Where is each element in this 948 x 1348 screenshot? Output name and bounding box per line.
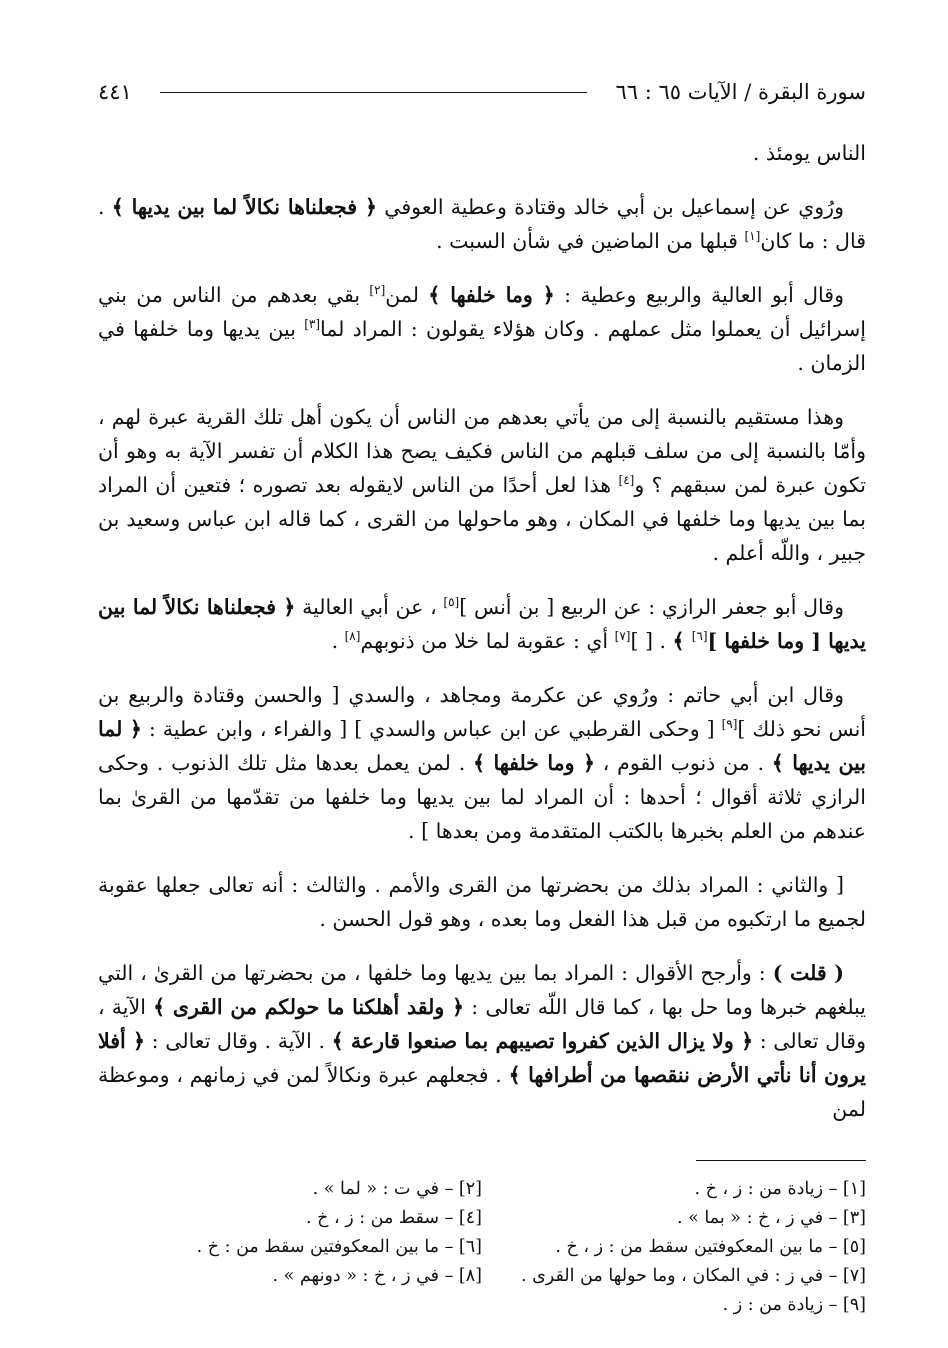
quran-quote: ﴾ bbox=[672, 629, 692, 653]
text-run: أي : عقوبة لما خلا من ذنوبهم bbox=[360, 629, 615, 653]
footnote: [٤] – سقط من : ز ، خ . bbox=[306, 1208, 482, 1228]
quran-quote: ﴿ وما خلفها ﴾ bbox=[428, 283, 555, 307]
quran-quote: ﴿ فجعلناها نكالاً لما بين يديها [ وما خلفها ] bbox=[98, 595, 866, 653]
footnote: [٥] – ما بين المعكوفتين سقط من : ز ، خ . bbox=[555, 1237, 866, 1257]
text-run: وهذا مستقيم بالنسبة إلى من يأتي بعدهم من الناس أن يكون أهل تلك القرية عبرة لهم ، وأمّا بالنسبة إلى من سلف قبلهم من الناس فكيف يصح هذا الكلام أن تفسر الآية به وهو أن تكون عبرة لمن سبقهم ؟ و bbox=[98, 405, 866, 497]
text-run: ورُوي عن إسماعيل بن أبي خالد وقتادة وعطية العوفي bbox=[376, 195, 844, 219]
footnote-marker: [٧] bbox=[614, 629, 631, 644]
text-run: لمن bbox=[385, 283, 429, 307]
text-run: قبلها من الماضين في شأن السبت . bbox=[436, 229, 745, 253]
footnote: [٦] – ما بين المعكوفتين سقط من : خ . bbox=[196, 1237, 482, 1257]
running-header bbox=[98, 78, 866, 106]
text-run: . من ذنوب القوم ، bbox=[594, 751, 772, 775]
footnote-row bbox=[98, 1204, 866, 1233]
text-run: وقال ابن أبي حاتم : ورُوي عن عكرمة ومجاهد ، والسدي [ والحسن وقتادة والربيع بن أنس نحو ذلك ] bbox=[98, 683, 866, 741]
text-run: [ وحكى القرطبي عن ابن عباس والسدي ] [ والفراء ، وابن عطية : bbox=[141, 717, 722, 741]
footnote-marker: [٥] bbox=[443, 595, 460, 610]
text-run: وقال أبو جعفر الرازي : عن الربيع [ بن أنس ] bbox=[459, 595, 845, 619]
footnote: [٩] – زيادة من : ز . bbox=[722, 1295, 866, 1315]
quran-quote: ﴿ وما خلفها ﴾ bbox=[473, 751, 595, 775]
quran-quote: ﴿ ولا يزال الذين كفروا تصيبهم بما صنعوا قارعة ﴾ bbox=[331, 1029, 754, 1053]
text-run: . bbox=[331, 629, 345, 653]
footnote-row bbox=[98, 1233, 866, 1262]
body-paragraph bbox=[98, 590, 866, 658]
footnote-marker: [٨] bbox=[344, 629, 361, 644]
quran-quote: ( قلت ) bbox=[772, 961, 845, 985]
footnote-marker: [٦] bbox=[691, 629, 708, 644]
text-run: الآية ، وقال تعالى : bbox=[98, 995, 866, 1053]
footnote-row bbox=[98, 1262, 866, 1291]
text-run: . الآية . وقال تعالى : bbox=[145, 1029, 332, 1053]
text-run: . [ ] bbox=[630, 629, 673, 653]
text-run: [ والثاني : المراد بذلك من بحضرتها من القرى والأمم . والثالث : أنه تعالى جعلها عقوبة لجميع ما ارتكبوه من قبل هذا الفعل وما بعده ، وهو قول الحسن . bbox=[98, 873, 866, 931]
body-text bbox=[98, 136, 866, 1126]
body-paragraph bbox=[98, 136, 866, 170]
text-run: وقال أبو العالية والربيع وعطية : bbox=[554, 283, 844, 307]
quran-quote: ﴿ فجعلناها نكالاً لما بين يديها ﴾ bbox=[111, 195, 377, 219]
text-run: . قال : ما كان bbox=[98, 195, 866, 253]
body-paragraph bbox=[98, 678, 866, 848]
text-run: بين يديها وما خلفها في الزمان . bbox=[98, 317, 866, 375]
quran-quote: ﴿ ولقد أهلكنا ما حولكم من القرى ﴾ bbox=[153, 995, 465, 1019]
footnote-separator bbox=[696, 1160, 866, 1161]
text-run: هذا لعل أحدًا من الناس لايقوله بعد تصوره ؛ فتعين أن المراد بما بين يديها وما خلفها في المكان ، وهو ماحولها من القرى ، كما قاله ابن عباس وسعيد بن جبير ، واللّه أعلم . bbox=[98, 473, 866, 565]
text-run: . لمن يعمل بعدها مثل تلك الذنوب . وحكى الرازي ثلاثة أقوال ؛ أحدها : أن المراد لما بين يديها وما خلفها من تقدّمها من القرىٰ بما عندهم من العلم بخبرها بالكتب المتقدمة ومن بعدها ] . bbox=[98, 751, 866, 843]
footnote-marker: [٤] bbox=[618, 473, 635, 488]
footnotes bbox=[98, 1175, 866, 1320]
footnote-marker: [٩] bbox=[721, 717, 738, 732]
body-paragraph bbox=[98, 400, 866, 570]
text-run: : وأرجح الأقوال : المراد بما بين يديها وما خلفها ، من بحضرتها من القرىٰ ، التي يبلغهم خبرها وما حل بها ، كما قال اللّه تعالى : bbox=[98, 961, 866, 1019]
footnote: [١] – زيادة من : ز ، خ . bbox=[694, 1179, 866, 1199]
body-paragraph bbox=[98, 956, 866, 1126]
text-run: . فجعلهم عبرة ونكالاً لمن في زمانهم ، وموعظة لمن bbox=[98, 1063, 866, 1121]
quran-quote: ﴿ أفلا يرون أنا نأتي الأرض ننقصها من أطرافها ﴾ bbox=[98, 1029, 866, 1087]
footnote: [٣] – في ز ، خ : « بما » . bbox=[677, 1208, 866, 1228]
header-rule bbox=[160, 92, 588, 93]
footnote: [٨] – في ز ، خ : « دونهم » . bbox=[272, 1266, 482, 1286]
header-title: سورة البقرة / الآيات ٦٥ : ٦٦ bbox=[615, 80, 866, 104]
text-run: ، عن أبي العالية bbox=[295, 595, 444, 619]
footnote: [٢] – في ت : « لما » . bbox=[312, 1179, 482, 1199]
page-number: ٤٤١ bbox=[98, 80, 132, 104]
footnote-row bbox=[98, 1175, 866, 1204]
quran-quote: ﴿ لما بين يديها ﴾ bbox=[98, 717, 867, 775]
footnote-marker: [٣] bbox=[304, 317, 321, 332]
footnote-marker: [٢] bbox=[369, 283, 386, 298]
body-paragraph bbox=[98, 190, 866, 258]
text-run: الناس يومئذ . bbox=[752, 141, 866, 165]
text-run: بقي بعدهم من الناس من بني إسرائيل أن يعملوا مثل عملهم . وكان هؤلاء يقولون : المراد لما bbox=[98, 283, 866, 341]
body-paragraph bbox=[98, 278, 866, 380]
footnote: [٧] – في ز : في المكان ، وما حولها من القرى . bbox=[520, 1266, 866, 1286]
footnote-marker: [١] bbox=[744, 229, 761, 244]
body-paragraph bbox=[98, 868, 866, 936]
